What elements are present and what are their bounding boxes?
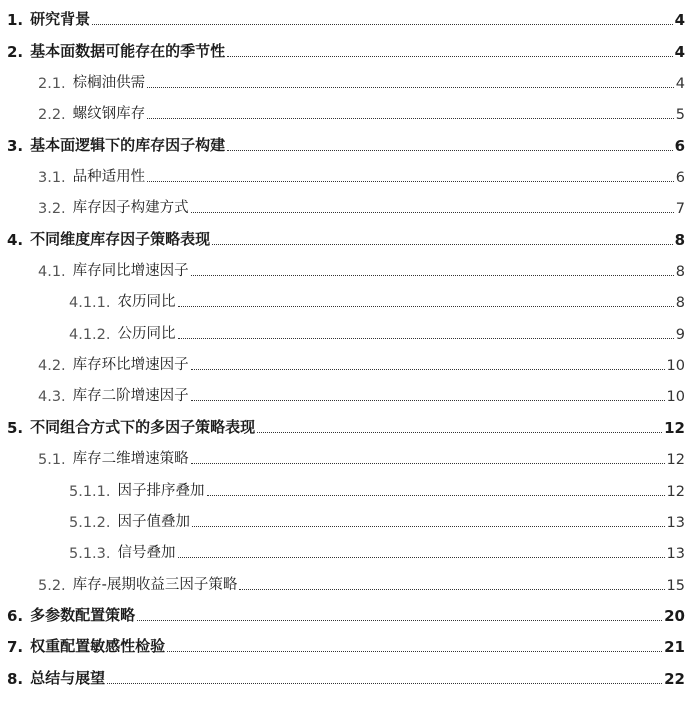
toc-entry-title: 不同组合方式下的多因子策略表现	[30, 417, 256, 436]
toc-dot-leader	[178, 306, 674, 307]
toc-dot-leader	[212, 244, 672, 245]
toc-dot-leader	[192, 526, 665, 527]
toc-entry-number: 1.	[7, 11, 24, 30]
toc-entry-title: 多参数配置策略	[30, 605, 136, 624]
toc-entry-title: 棕榈油供需	[72, 75, 146, 92]
toc-entry[interactable]	[0, 473, 700, 504]
toc-dot-leader	[207, 495, 665, 496]
toc-entry-title: 总结与展望	[30, 668, 106, 687]
toc-entry-title: 因子值叠加	[117, 513, 191, 530]
toc-entry-page-number: 9	[675, 326, 685, 343]
toc-entry[interactable]	[0, 160, 700, 191]
toc-dot-leader	[191, 369, 665, 370]
toc-dot-leader	[191, 463, 665, 464]
toc-dot-leader	[239, 589, 664, 590]
toc-entry-title: 农历同比	[117, 294, 176, 311]
toc-entry-title: 螺纹钢库存	[72, 106, 146, 123]
toc-entry[interactable]	[0, 442, 700, 473]
toc-entry-title: 权重配置敏感性检验	[30, 637, 166, 656]
toc-entry-page-number: 13	[666, 546, 685, 563]
toc-entry[interactable]	[0, 599, 700, 630]
toc-entry-page-number: 12	[666, 452, 685, 469]
toc-entry-number: 5.1.3.	[69, 546, 111, 563]
toc-entry-number: 3.1.	[38, 170, 66, 187]
toc-dot-leader	[107, 683, 662, 684]
toc-entry-number: 5.1.	[38, 452, 66, 469]
toc-entry-number: 2.1.	[38, 76, 66, 93]
toc-dot-leader	[227, 150, 672, 151]
toc-entry-page-number: 15	[666, 577, 685, 594]
toc-entry-page-number: 4	[674, 42, 685, 61]
toc-entry[interactable]	[0, 128, 700, 159]
toc-entry-page-number: 4	[675, 76, 685, 93]
toc-dot-leader	[227, 56, 672, 57]
toc-entry[interactable]	[0, 661, 700, 692]
toc-dot-leader	[167, 651, 662, 652]
toc-entry[interactable]	[0, 34, 700, 65]
toc-entry-number: 4.	[7, 230, 24, 249]
toc-entry[interactable]	[0, 285, 700, 316]
toc-entry-title: 品种适用性	[72, 169, 146, 186]
toc-entry-number: 5.1.2.	[69, 514, 111, 531]
toc-dot-leader	[191, 275, 674, 276]
toc-dot-leader	[191, 212, 674, 213]
toc-entry-page-number: 20	[664, 606, 685, 625]
toc-entry-page-number: 8	[675, 264, 685, 281]
toc-entry-number: 5.2.	[38, 577, 66, 594]
toc-dot-leader	[92, 24, 672, 25]
toc-entry[interactable]	[0, 316, 700, 347]
toc-entry-number: 3.2.	[38, 201, 66, 218]
toc-entry-number: 6.	[7, 606, 24, 625]
toc-entry-number: 5.1.1.	[69, 483, 111, 500]
toc-entry[interactable]	[0, 3, 700, 34]
toc-entry-title: 不同维度库存因子策略表现	[30, 229, 211, 248]
toc-entry-page-number: 13	[666, 514, 685, 531]
toc-entry[interactable]	[0, 348, 700, 379]
toc-entry-number: 2.2.	[38, 107, 66, 124]
toc-entry-page-number: 4	[674, 11, 685, 30]
toc-entry-number: 5.	[7, 418, 24, 437]
toc-dot-leader	[147, 181, 674, 182]
toc-entry-title: 信号叠加	[117, 545, 176, 562]
toc-dot-leader	[147, 87, 674, 88]
toc-entry-title: 基本面数据可能存在的季节性	[30, 41, 226, 60]
toc-entry[interactable]	[0, 191, 700, 222]
toc-entry[interactable]	[0, 630, 700, 661]
toc-entry-title: 因子排序叠加	[117, 482, 205, 499]
toc-entry-number: 2.	[7, 42, 24, 61]
toc-dot-leader	[178, 338, 674, 339]
toc-entry-title: 库存环比增速因子	[72, 357, 189, 374]
toc-entry-number: 4.1.1.	[69, 295, 111, 312]
toc-entry-page-number: 10	[666, 389, 685, 406]
toc-entry-number: 4.2.	[38, 358, 66, 375]
toc-entry-title: 库存同比增速因子	[72, 263, 189, 280]
toc-entry-title: 基本面逻辑下的库存因子构建	[30, 135, 226, 154]
toc-entry-page-number: 8	[675, 295, 685, 312]
toc-dot-leader	[137, 620, 662, 621]
toc-entry[interactable]	[0, 379, 700, 410]
toc-entry-page-number: 6	[675, 170, 685, 187]
toc-entry-title: 研究背景	[30, 10, 91, 29]
toc-entry-number: 4.1.	[38, 264, 66, 281]
toc-entry-page-number: 7	[675, 201, 685, 218]
toc-entry-number: 3.	[7, 136, 24, 155]
toc-entry[interactable]	[0, 97, 700, 128]
toc-entry-page-number: 12	[664, 418, 685, 437]
toc-entry-title: 库存二阶增速因子	[72, 388, 189, 405]
toc-entry-page-number: 12	[666, 483, 685, 500]
toc-entry[interactable]	[0, 536, 700, 567]
toc-entry-page-number: 21	[664, 638, 685, 657]
toc-entry-page-number: 6	[674, 136, 685, 155]
toc-entry-number: 4.1.2.	[69, 326, 111, 343]
toc-dot-leader	[178, 557, 665, 558]
toc-entry[interactable]	[0, 66, 700, 97]
toc-entry-page-number: 22	[664, 669, 685, 688]
toc-dot-leader	[191, 400, 665, 401]
toc-entry[interactable]	[0, 254, 700, 285]
toc-dot-leader	[257, 432, 662, 433]
toc-entry[interactable]	[0, 222, 700, 253]
toc-entry-title: 库存二维增速策略	[72, 451, 189, 468]
toc-entry-number: 8.	[7, 669, 24, 688]
toc-entry[interactable]	[0, 505, 700, 536]
toc-entry-title: 公历同比	[117, 325, 176, 342]
toc-entry-title: 库存因子构建方式	[72, 200, 189, 217]
toc-entry-page-number: 10	[666, 358, 685, 375]
table-of-contents	[0, 3, 700, 693]
toc-entry[interactable]	[0, 410, 700, 441]
toc-dot-leader	[147, 118, 674, 119]
toc-entry-page-number: 5	[675, 107, 685, 124]
toc-entry-title: 库存-展期收益三因子策略	[72, 576, 238, 593]
toc-entry-page-number: 8	[674, 230, 685, 249]
toc-entry-number: 7.	[7, 638, 24, 657]
toc-entry-number: 4.3.	[38, 389, 66, 406]
toc-entry[interactable]	[0, 567, 700, 598]
